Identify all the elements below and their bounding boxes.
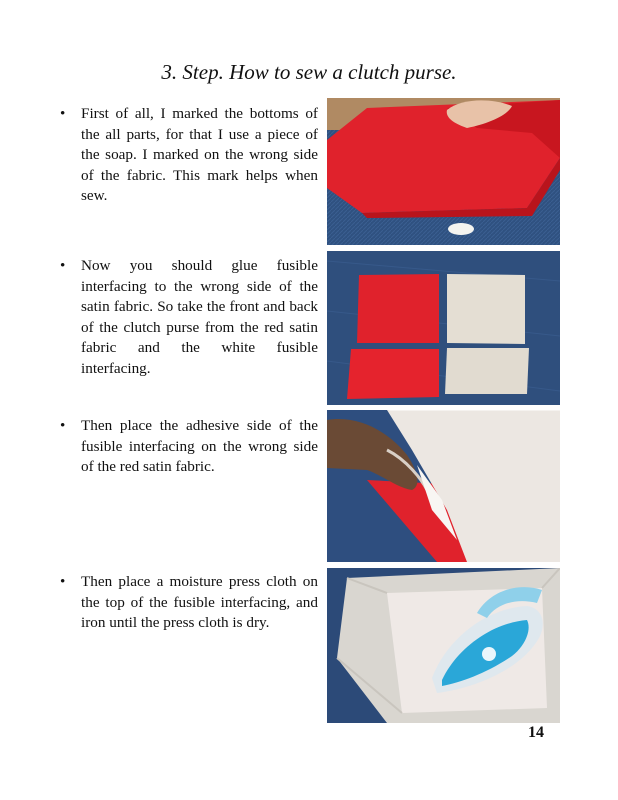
step-2-text-block <box>60 256 318 380</box>
step-3-text-block <box>60 416 318 478</box>
page-title: 3. Step. How to sew a clutch purse. <box>161 60 457 84</box>
bullet: • <box>60 573 66 590</box>
bullet: • <box>60 257 66 274</box>
page-number: 14 <box>528 724 544 741</box>
step-3-text: Then place the adhesive side of the fusible interfacing on the wrong side of the red satin fabric. <box>81 417 318 476</box>
step-2-text: Now you should glue fusible interfacing to the wrong side of the satin fabric. So take the front and back of the clutch purse from the red satin fabric and the white fusible interfacing. <box>81 257 318 377</box>
photo-ironing-press-cloth <box>327 568 560 723</box>
bullet: • <box>60 105 66 122</box>
bullet: • <box>60 417 66 434</box>
step-4-text-block <box>60 572 318 634</box>
step-4-text: Then place a moisture press cloth on the top of the fusible interfacing, and iron until the press cloth is dry. <box>81 573 318 632</box>
step-1-text-block <box>60 104 318 207</box>
photo-marking-fabric-with-soap <box>327 98 560 245</box>
photo-satin-and-interfacing-pieces <box>327 251 560 405</box>
step-1-text: First of all, I marked the bottoms of the all parts, for that I use a piece of the soap. I marked on the wrong side of the fabric. This mark helps when sew. <box>81 105 318 205</box>
photo-placing-interfacing-on-fabric <box>327 410 560 562</box>
